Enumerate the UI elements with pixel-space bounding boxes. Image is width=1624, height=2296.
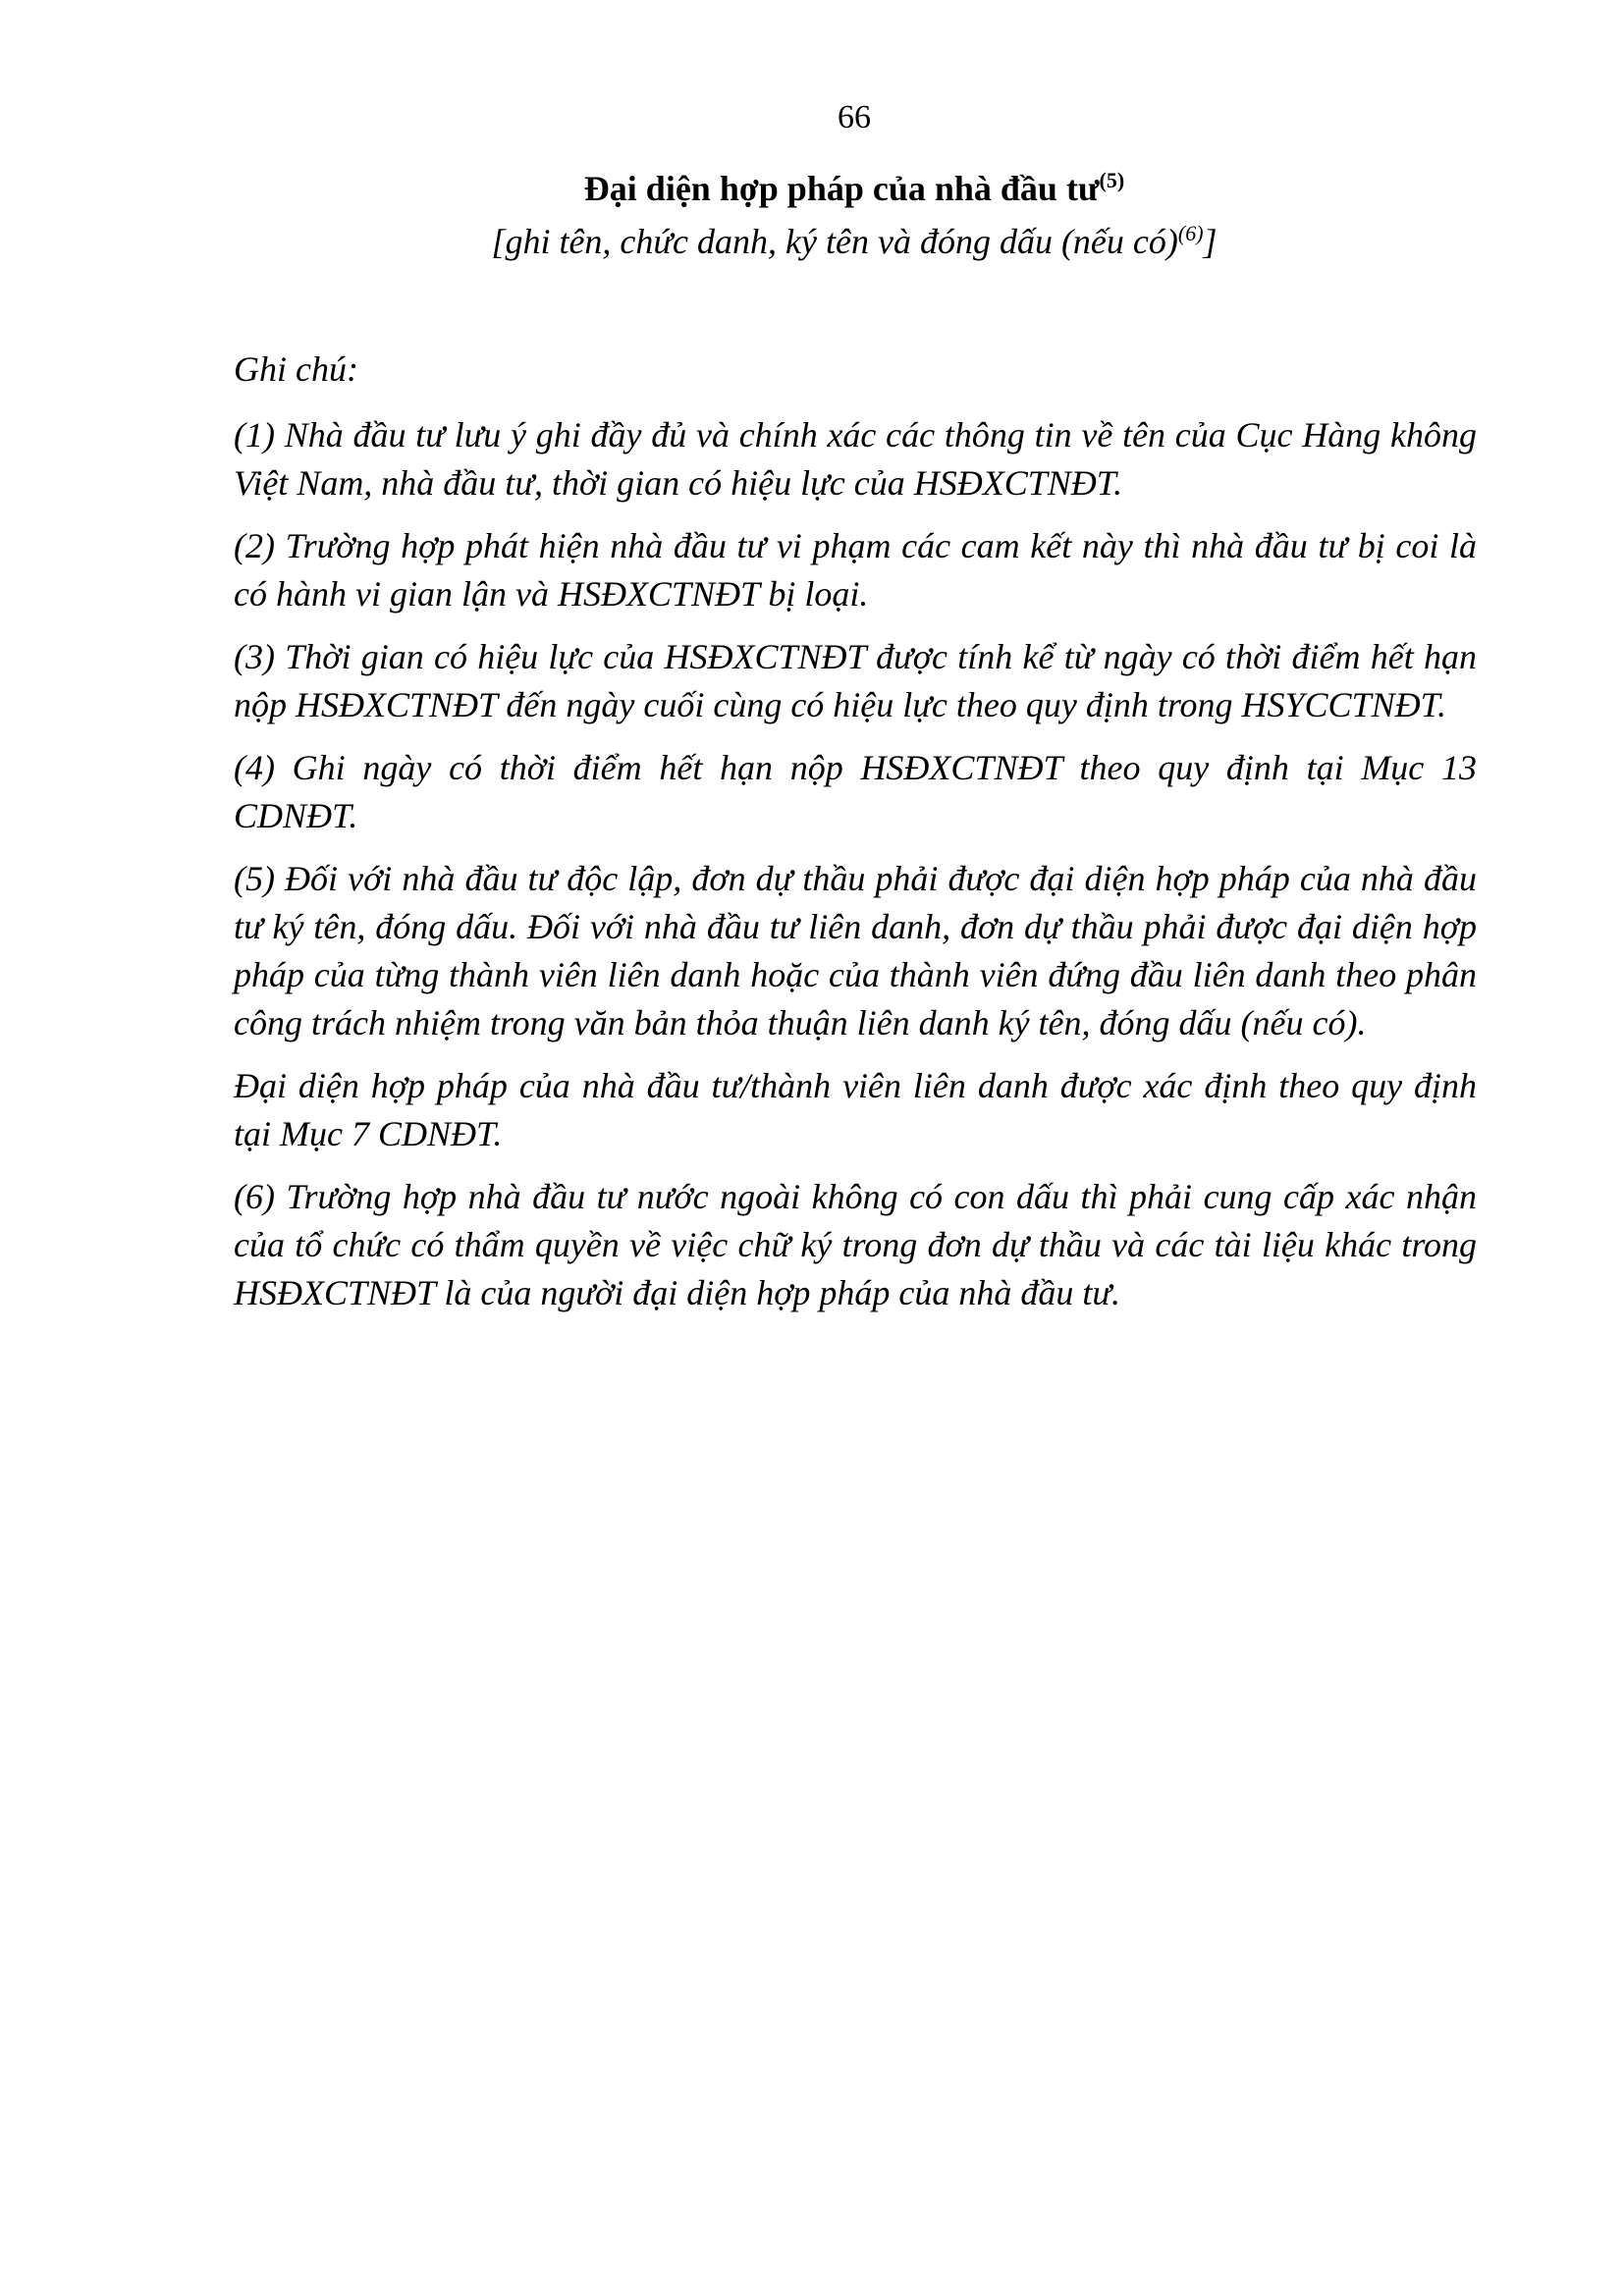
signature-title-note-ref: (5): [1099, 168, 1125, 192]
notes-heading: Ghi chú:: [234, 349, 358, 389]
note-item-3: (3) Thời gian có hiệu lực của HSĐXCTNĐT được tính kể từ ngày có thời điểm hết hạn nộp HSĐXCTNĐT đến ngày cuối cùng có hiệu lực theo quy định trong HSYCCTNĐT.: [234, 637, 1477, 724]
signature-instructions-note-ref: (6): [1177, 221, 1204, 245]
note-item-5-continued: Đại diện hợp pháp của nhà đầu tư/thành viên liên danh được xác định theo quy định tại Mục 7 CDNĐT.: [234, 1066, 1477, 1153]
note-item-2: (2) Trường hợp phát hiện nhà đầu tư vi phạm các cam kết này thì nhà đầu tư bị coi là có hành vi gian lận và HSĐXCTNĐT bị loại.: [234, 526, 1477, 614]
signature-title-text: Đại diện hợp pháp của nhà đầu tư: [583, 169, 1100, 208]
notes-section: [234, 346, 1477, 1332]
signature-title: [0, 167, 1624, 210]
note-item-4: (4) Ghi ngày có thời điểm hết hạn nộp HSĐXCTNĐT theo quy định tại Mục 13 CDNĐT.: [234, 748, 1477, 835]
note-item-1: (1) Nhà đầu tư lưu ý ghi đầy đủ và chính xác các thông tin về tên của Cục Hàng không Việt Nam, nhà đầu tư, thời gian có hiệu lực của HSĐXCTNĐT.: [234, 415, 1477, 503]
page-number: 66: [838, 99, 871, 135]
signature-instructions-close: ]: [1203, 222, 1218, 261]
note-item-6: (6) Trường hợp nhà đầu tư nước ngoài không có con dấu thì phải cung cấp xác nhận của tổ chức có thẩm quyền về việc chữ ký trong đơn dự thầu và các tài liệu khác trong HSĐXCTNĐT là của người đại diện hợp pháp của nhà đầu tư.: [234, 1177, 1477, 1312]
signature-instructions: [0, 220, 1624, 263]
signature-instructions-text: [ghi tên, chức danh, ký tên và đóng dấu (nếu có): [491, 222, 1178, 261]
note-item-5: (5) Đối với nhà đầu tư độc lập, đơn dự thầu phải được đại diện hợp pháp của nhà đầu tư ký tên, đóng dấu. Đối với nhà đầu tư liên danh, đơn dự thầu phải được đại diện hợp pháp của từng thành viên liên danh hoặc của thành viên đứng đầu liên danh theo phân công trách nhiệm trong văn bản thỏa thuận liên danh ký tên, đóng dấu (nếu có).: [234, 859, 1477, 1042]
